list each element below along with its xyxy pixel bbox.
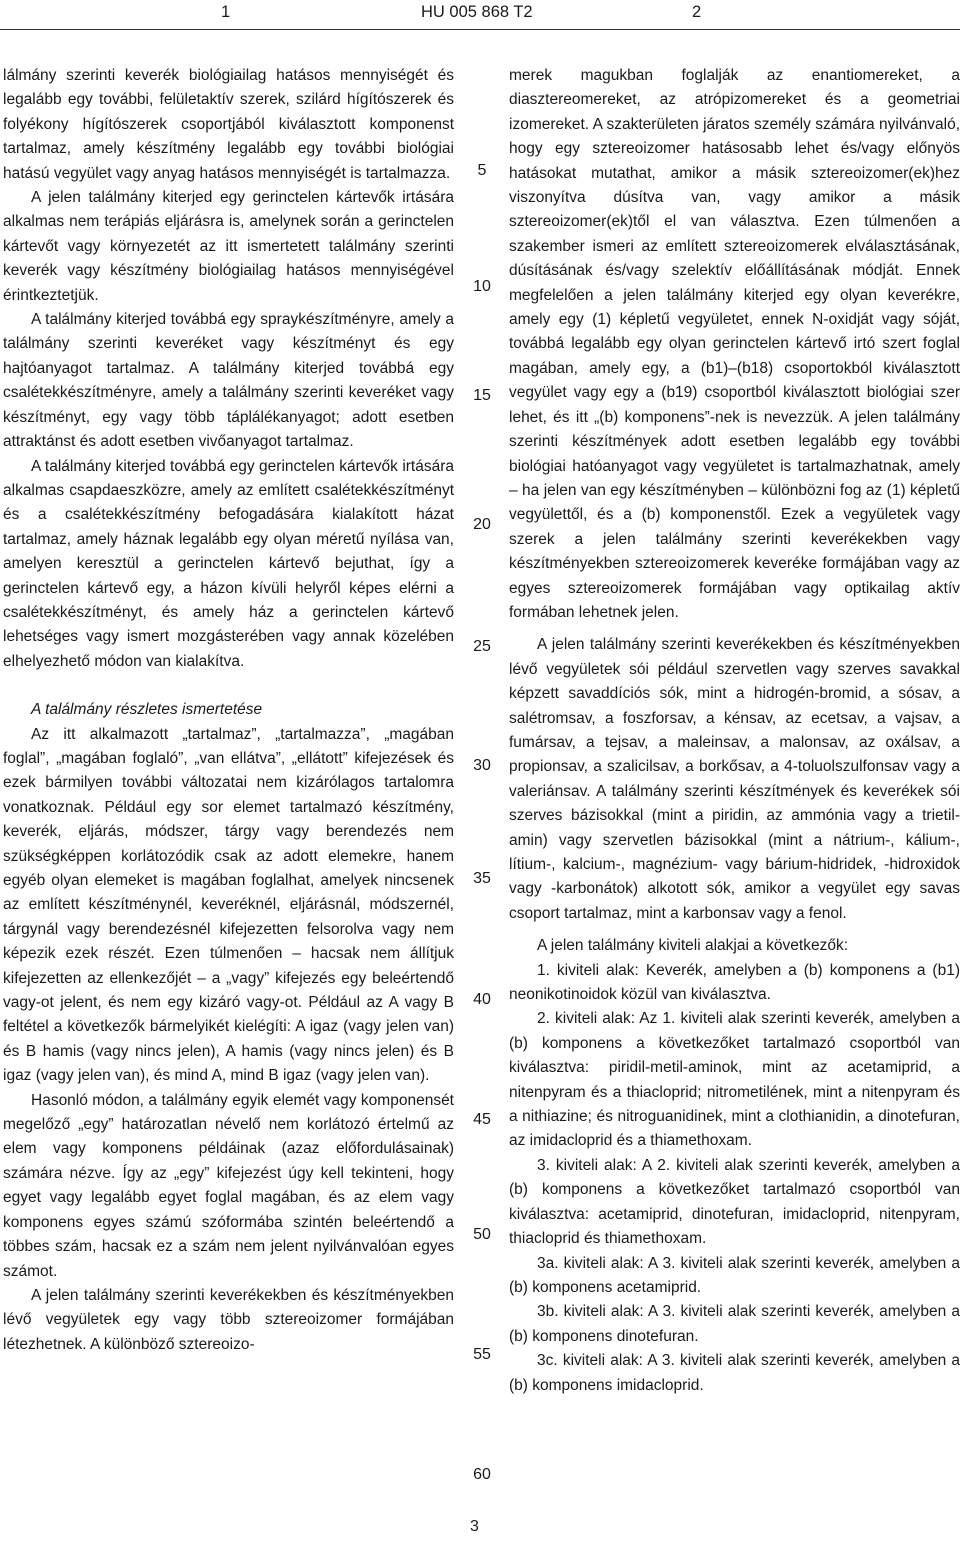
embodiment: 1. kiviteli alak: Keverék, amelyben a (b) komponens a (b1) neonikotinoidok közül van kiválasztva. — [509, 961, 960, 1004]
paragraph: A jelen találmány szerinti keverékekben és készítményekben lévő vegyületek sói például szervetlen vagy szerves savakkal képzett savaddíciós sók, mint a hidrogén-bromid, a sósav, a salétromsav, a foszforsav, a kénsav, az ecetsav, a vajsav, a fumársav, a tejsav, a maleinsav, a malonsav, az oxálsav, a propionsav, a szalicilsav, a borkősav, a 4-toluolszulfonsav vagy a valeriánsav. A találmány szerinti készítmények és keverékek sói szerves bázisokkal (mint a piridin, az ammónia vagy a trietil-amin) vagy szervetlen bázisokkal (mint a nátrium-, kálium-, lítium-, kalcium-, magnézium- vagy bárium-hidridek, -hidroxidok vagy -karbonátok) alkotott sók, amikor a vegyület egy savas csoport tartalmaz, mint a karbonsav vagy a fenol. — [509, 636, 960, 922]
paragraph: A jelen találmány kiterjed egy gerinctelen kártevők irtására alkalmas nem terápiás eljárásra is, amelynek során a gerinctelen kártevőt vagy környezetét az itt ismertetett találmány szerinti keverék vagy készítmény biológiailag hatásos mennyiségével érintkeztetjük. — [3, 189, 454, 304]
paragraph: Az itt alkalmazott „tartalmaz”, „tartalmazza”, „magában foglal”, „magában foglaló”, „van ellátva”, „ellátott” kifejezések és ezek bármilyen további változatai nem kizárólagos tartalomra vonatkoznak. Például egy sor elemet tartalmazó készítmény, keverék, eljárás, módszer, tárgy vagy berendezés nem szükségképpen korlátozódik csak az adott elemekre, hanem egyéb olyan elemeket is magában foglalhat, amelyek nincsenek az említett készítménynél, keveréknél, eljárásnál, módszernél, tárgynál vagy berendezésnél kifejezetten felsorolva vagy nem képezik ezek részét. Ezen túlmenően – hacsak nem állítjuk kifejezetten az ellenkezőjét – a „vagy” kifejezés egy beleértendő vagy-ot jelent, és nem egy kizáró vagy-ot. Például az A vagy B feltétel a következők bármelyikét kielégíti: A igaz (vagy jelen van) és B hamis (vagy nincs jelen), A hamis (vagy nincs jelen) és B igaz (vagy jelen van), és mind A, mind B igaz (vagy jelen van). — [3, 725, 454, 1085]
right-column — [509, 64, 960, 1398]
line-number: 25 — [473, 638, 491, 655]
right-page-number: 2 — [692, 3, 702, 21]
embodiment: 3c. kiviteli alak: A 3. kiviteli alak szerinti keverék, amelyben a (b) komponens imidacloprid. — [509, 1352, 960, 1394]
line-number: 20 — [473, 516, 491, 533]
embodiment: 3b. kiviteli alak: A 3. kiviteli alak szerinti keverék, amelyben a (b) komponens dinotefuran. — [509, 1303, 960, 1345]
paragraph: lálmány szerinti keverék biológiailag hatásos mennyiségét és legalább egy további, felületaktív szerek, szilárd hígítószerek és folyékony hígítószerek csoportjából kiválasztott komponenst tartalmaz, amely készítmény legalább egy további biológiai hatású vegyület vagy anyag hatásos mennyiségét is tartalmazza. — [3, 67, 454, 182]
embodiment: 3. kiviteli alak: A 2. kiviteli alak szerinti keverék, amelyben a (b) komponens a következőket tartalmazó csoportból van kiválasztva: acetamiprid, dinotefuran, imidacloprid, nitenpyram, thiacloprid és thiamethoxam. — [509, 1156, 960, 1248]
paragraph: Hasonló módon, a találmány egyik elemét vagy komponensét megelőző „egy” határozatlan névelő nem korlátozó értelmű az elem vagy komponens példáinak (azaz előfordulásainak) számára nézve. Így az „egy” kifejezést úgy kell tekinteni, hogy egyet vagy legalább egyet foglal magában, és az elem vagy komponens egyes számú szóformába szintén beleértendő a többes szám, hacsak ez a szám nem jelent nyilvánvalóan egyes számot. — [3, 1091, 454, 1280]
paragraph: A találmány kiterjed továbbá egy gerinctelen kártevők irtására alkalmas csapdaeszközre, amely az említett csalétekkészítményt és a csalétekkészítmény befogadására kialakított házat tartalmaz, amely háznak legalább egy olyan méretű nyílása van, amelyen keresztül a gerinctelen kártevő bejuthat, így a gerinctelen kártevő egy, a házon kívüli helyről képes elérni a csalétekkészítményt, és amely ház a gerinctelen kártevő lehetséges vagy ismert mozgásterében vagy annak közelében elhelyezhető módon van kialakítva. — [3, 457, 454, 670]
document-id: HU 005 868 T2 — [421, 3, 533, 21]
line-number: 50 — [473, 1226, 491, 1243]
line-number: 10 — [473, 278, 491, 295]
line-number: 40 — [473, 991, 491, 1008]
paragraph: A jelen találmány kiviteli alakjai a következők: — [537, 937, 849, 955]
embodiment: 3a. kiviteli alak: A 3. kiviteli alak szerinti keverék, amelyben a (b) komponens acetamiprid. — [509, 1254, 960, 1296]
line-number: 35 — [473, 870, 491, 887]
line-number: 30 — [473, 757, 491, 774]
line-number: 60 — [473, 1466, 491, 1483]
line-number: 5 — [477, 162, 487, 179]
header-rule — [0, 29, 960, 30]
paragraph: A jelen találmány szerinti keverékekben és készítményekben lévő vegyületek egy vagy több sztereoizomer formájában létezhetnek. A különböző sztereoizo- — [3, 1286, 454, 1353]
left-page-number: 1 — [221, 3, 231, 21]
line-number: 45 — [473, 1111, 491, 1128]
left-column — [3, 64, 454, 1357]
paragraph: A találmány kiterjed továbbá egy spraykészítményre, amely a találmány szerinti keveréket vagy készítményt és egy hajtóanyagot tartalmaz. A találmány kiterjed továbbá egy csalétekkészítményre, amely a találmány szerinti keveréket vagy készítményt, egy vagy több táplálékanyagot; adott esetben attraktánst és adott esetben vivőanyagot tartalmaz. — [3, 311, 454, 451]
page-number: 3 — [470, 1518, 479, 1535]
line-number: 55 — [473, 1346, 491, 1363]
section-heading: A találmány részletes ismertetése — [31, 701, 263, 719]
line-number: 15 — [473, 387, 491, 404]
paragraph: merek magukban foglalják az enantiomereket, a diasztereomereket, az atrópizomereket és a geometriai izomereket. A szakterületen járatos személy számára nyilvánvaló, hogy egy sztereoizomer hatásosabb lehet és/vagy előnyös hatásokat mutathat, amikor a másik sztereoizomer(ek)hez viszonyítva dúsítva van, vagy amikor a másik sztereoizomer(ek)től el van választva. Ezen túlmenően a szakember ismeri az említett sztereoizomerek elválasztásának, dúsításának és/vagy szelektív előállításának módját. Ennek megfelelően a jelen találmány kiterjed egy olyan keverékre, amely egy (1) képletű vegyületet, ennek N-oxidját vagy sóját, továbbá legalább egy olyan gerinctelen kártevő irtó szert foglal magában, amely egy, a (b1)–(b18) csoportokból kiválasztott vegyület vagy egy a (b19) csoportból kiválasztott biológiai szer lehet, és itt „(b) komponens”-nek is nevezzük. A jelen találmány szerinti készítmények adott esetben legalább egy további biológiai hatóanyagot vagy vegyületet is tartalmazhatnak, amely – ha jelen van egy készítményben – különbözni fog az (1) képletű vegyülettől, és a (b) komponenstől. Ezek a vegyületek vagy szerek a jelen találmány szerinti keverékekben vagy készítményekben sztereoizomerek keveréke formájában vagy az egyes sztereoizomerek formájában vagy optikailag aktív formában lehetnek jelen. — [509, 67, 960, 621]
embodiment: 2. kiviteli alak: Az 1. kiviteli alak szerinti keverék, amelyben a (b) komponens a következőket tartalmazó csoportból van kiválasztva: piridil-metil-aminok, mint az acetamiprid, a nitenpyram és a thiacloprid; nitrometilének, mint a nitenpyram és a nithiazine; és nitroguanidinek, mint a clothianidin, a dinotefuran, az imidacloprid és a thiamethoxam. — [509, 1010, 960, 1150]
